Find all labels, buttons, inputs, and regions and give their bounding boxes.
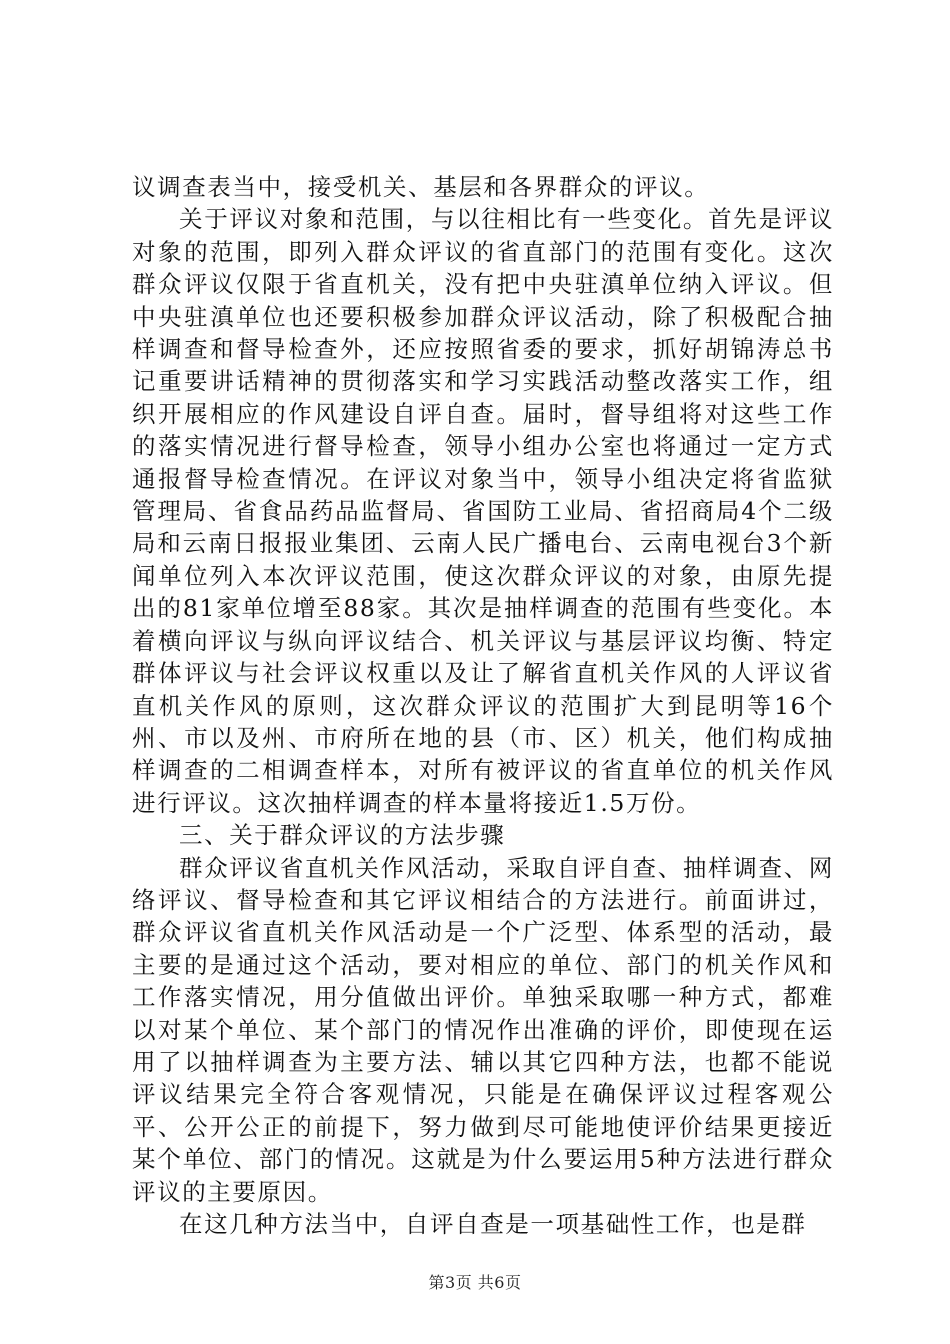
page-footer: 第3页 共6页 <box>428 1273 522 1292</box>
paragraph-self-review: 在这几种方法当中，自评自查是一项基础性工作，也是群 <box>179 1210 807 1238</box>
document-body <box>132 171 834 1240</box>
paragraph-scope: 关于评议对象和范围，与以往相比有一些变化。首先是评议对象的范围，即列入群众评议的省直部门的范围有变化。这次群众评议仅限于省直机关，没有把中央驻滇单位纳入评议。但中央驻滇单位也还要积极参加群众评议活动，除了积极配合抽样调查和督导检查外，还应按照省委的要求，抓好胡锦涛总书记重要讲话精神的贯彻落实和学习实践活动整改落实工作，组织开展相应的作风建设自评自查。届时，督导组将对这些工作的落实情况进行督导检查，领导小组办公室也将通过一定方式通报督导检查情况。在评议对象当中，领导小组决定将省监狱管理局、省食品药品监督局、省国防工业局、省招商局4个二级局和云南日报报业集团、云南人民广播电台、云南电视台3个新闻单位列入本次评议范围，使这次群众评议的对象，由原先提出的81家单位增至88家。其次是抽样调查的范围有些变化。本着横向评议与纵向评议结合、机关评议与基层评议均衡、特定群体评议与社会评议权重以及让了解省直机关作风的人评议省直机关作风的原则，这次群众评议的范围扩大到昆明等16个州、市以及州、市府所在地的县（市、区）机关，他们构成抽样调查的二相调查样本，对所有被评议的省直单位的机关作风进行评议。这次抽样调查的样本量将接近1.5万份。 <box>132 205 834 817</box>
paragraph-continuation: 议调查表当中，接受机关、基层和各界群众的评议。 <box>132 173 710 201</box>
section-heading: 三、关于群众评议的方法步骤 <box>179 821 506 850</box>
paragraph-methods: 群众评议省直机关作风活动，采取自评自查、抽样调查、网络评议、督导检查和其它评议相结合的方法进行。前面讲过，群众评议省直机关作风活动是一个广泛型、体系型的活动，最主要的是通过这个活动，要对相应的单位、部门的机关作风和工作落实情况，用分值做出评价。单独采取哪一种方式，都难以对某个单位、某个部门的情况作出准确的评价，即使现在运用了以抽样调查为主要方法、辅以其它四种方法，也都不能说评议结果完全符合客观情况，只能是在确保评议过程客观公平、公开公正的前提下，努力做到尽可能地使评价结果更接近某个单位、部门的情况。这就是为什么要运用5种方法进行群众评议的主要原因。 <box>132 853 834 1206</box>
